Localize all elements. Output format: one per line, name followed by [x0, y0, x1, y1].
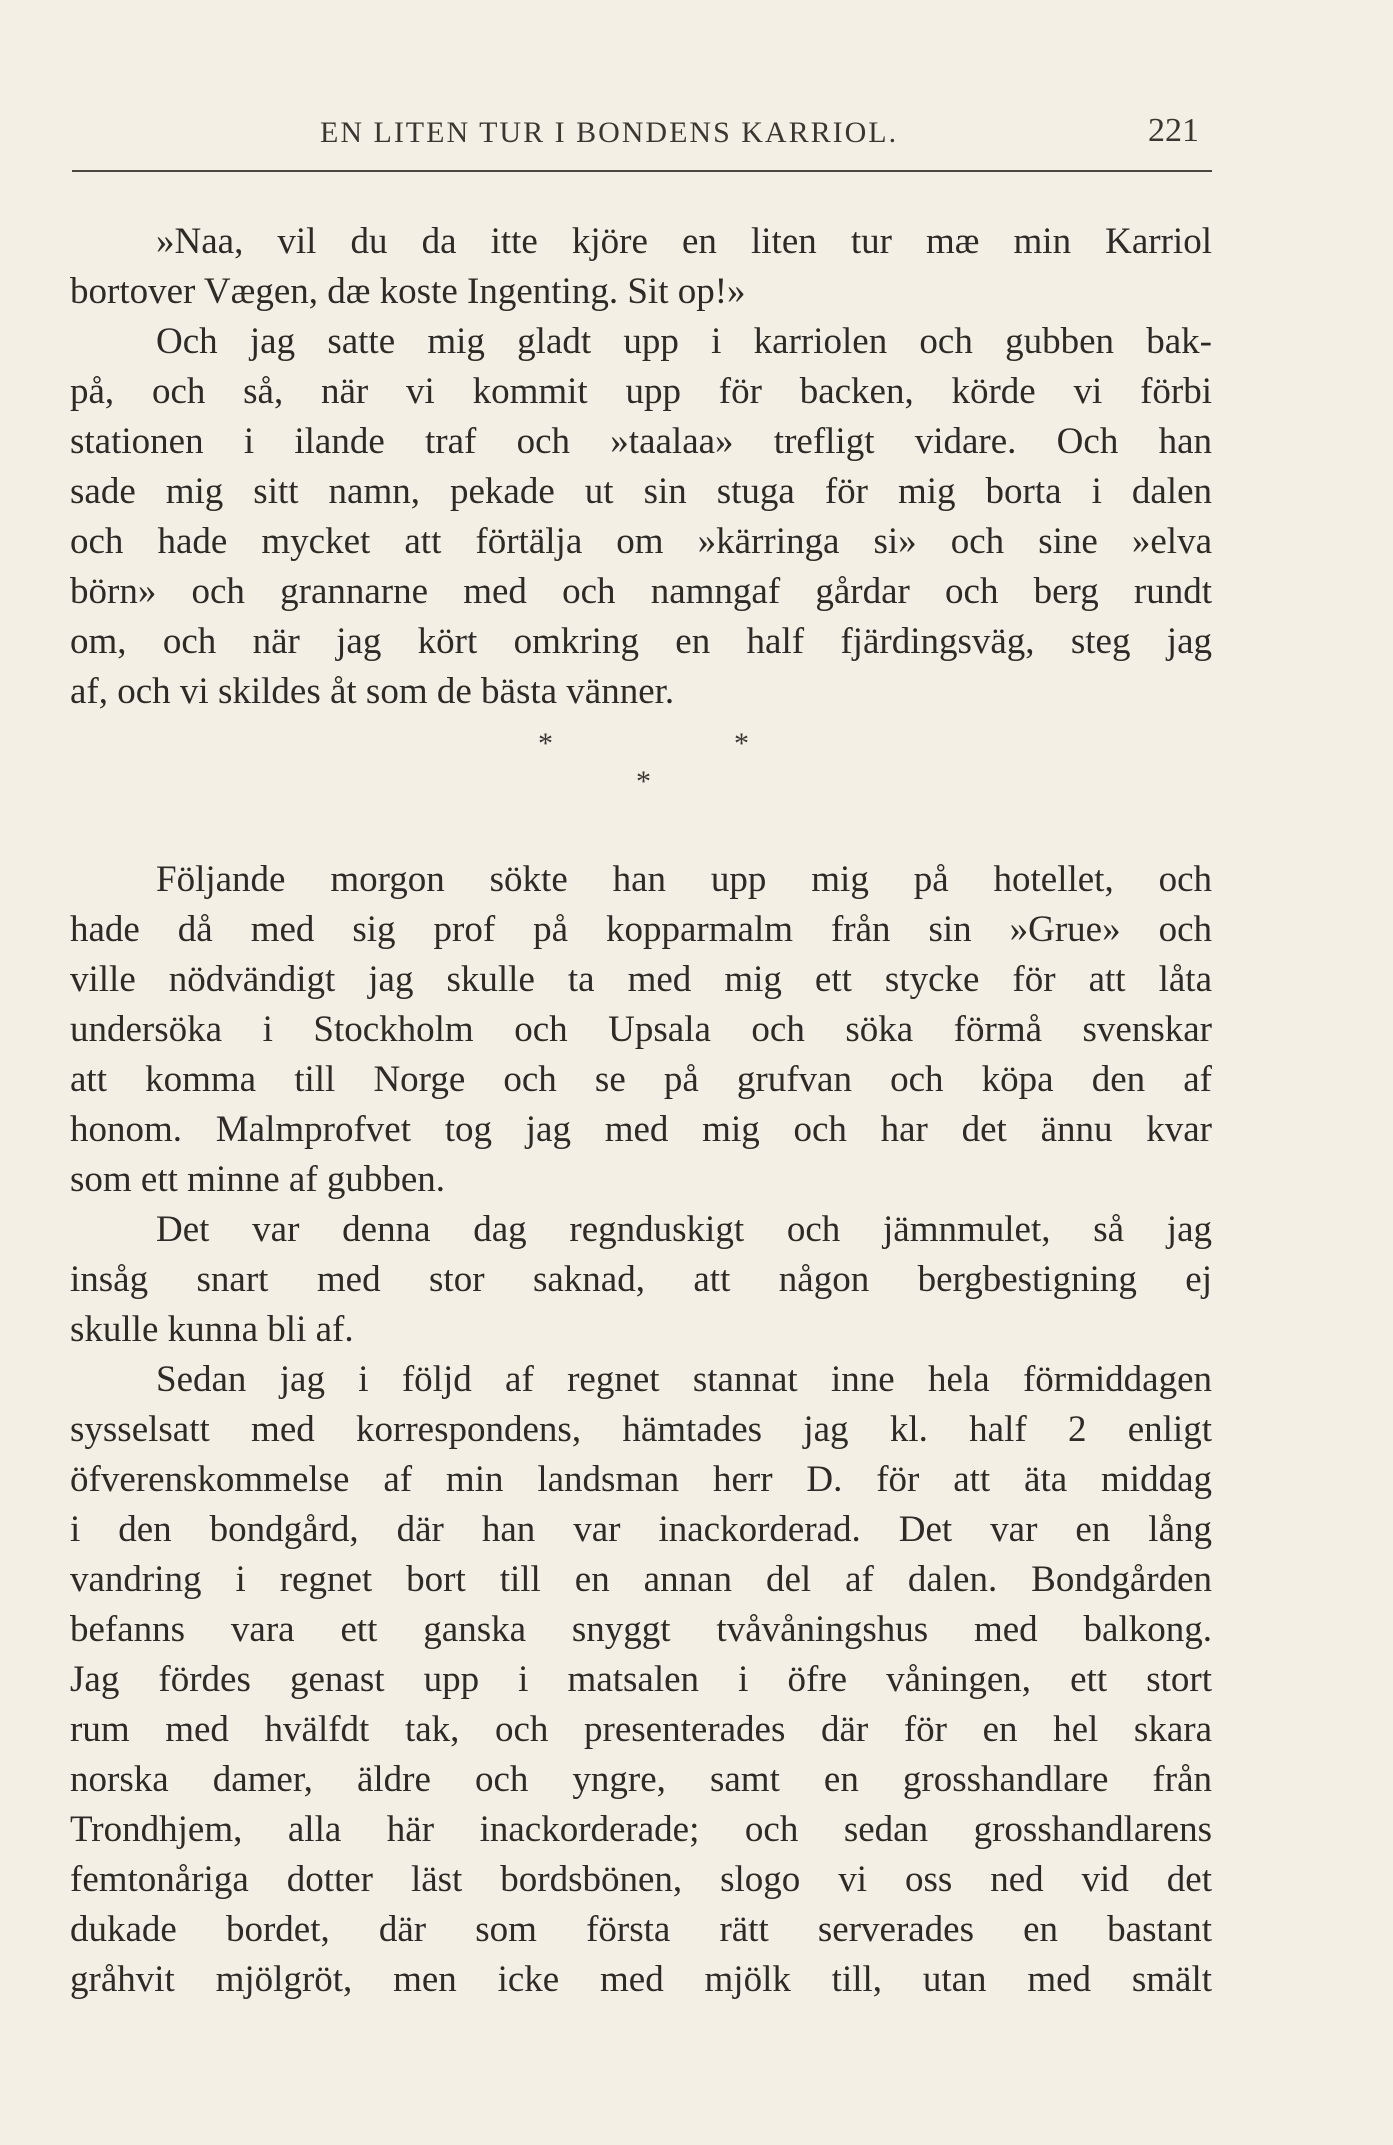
paragraph	[70, 1205, 1212, 1355]
text-line: stationen i ilande traf och »taalaa» trefligt vidare. Och han	[70, 421, 1212, 462]
text-line: rum med hvälfdt tak, och presenterades där för en hel skara	[70, 1709, 1212, 1750]
paragraph	[70, 1355, 1212, 2005]
text-line: honom. Malmprofvet tog jag med mig och har det ännu kvar	[70, 1109, 1212, 1150]
text-line: börn» och grannarne med och namngaf gårdar och berg rundt	[70, 571, 1212, 612]
text-line: undersöka i Stockholm och Upsala och söka förmå svenskar	[70, 1009, 1212, 1050]
text-line: i den bondgård, där han var inackorderad. Det var en lång	[70, 1509, 1212, 1550]
text-line: Sedan jag i följd af regnet stannat inne hela förmiddagen	[156, 1359, 1212, 1400]
text-line: på, och så, när vi kommit upp för backen, körde vi förbi	[70, 371, 1212, 412]
section-break	[70, 717, 1212, 821]
text-line: norska damer, äldre och yngre, samt en grosshandlare från	[70, 1759, 1212, 1800]
running-head: EN LITEN TUR I BONDENS KARRIOL.	[320, 116, 899, 149]
spacer	[70, 821, 1212, 855]
text-line: af, och vi skildes åt som de bästa vänner.	[70, 671, 675, 712]
text-line: om, och när jag kört omkring en half fjärdingsväg, steg jag	[70, 621, 1212, 662]
paragraph	[70, 217, 1212, 317]
text-line: skulle kunna bli af.	[70, 1309, 354, 1350]
text-line: och hade mycket att förtälja om »kärringa si» och sine »elva	[70, 521, 1212, 562]
header-rule	[72, 170, 1212, 172]
paragraph	[70, 317, 1212, 717]
text-line: sade mig sitt namn, pekade ut sin stuga för mig borta i dalen	[70, 471, 1212, 512]
asterisk: *	[636, 765, 651, 798]
asterisk: *	[538, 727, 553, 760]
text-line: »Naa, vil du da itte kjöre en liten tur mæ min Karriol	[156, 221, 1212, 262]
text-line: Jag fördes genast upp i matsalen i öfre våningen, ett stort	[70, 1659, 1212, 1700]
text-line: Och jag satte mig gladt upp i karriolen och gubben bak-	[156, 321, 1212, 362]
text-line: att komma till Norge och se på grufvan och köpa den af	[70, 1059, 1212, 1100]
page-number: 221	[1148, 112, 1199, 149]
text-line: hade då med sig prof på kopparmalm från sin »Grue» och	[70, 909, 1212, 950]
text-line: öfverenskommelse af min landsman herr D. för att äta middag	[70, 1459, 1212, 1500]
body-text	[70, 217, 1212, 2005]
text-line: femtonåriga dotter läst bordsbönen, slogo vi oss ned vid det	[70, 1859, 1212, 1900]
text-line: som ett minne af gubben.	[70, 1159, 446, 1200]
text-line: gråhvit mjölgröt, men icke med mjölk till, utan med smält	[70, 1959, 1212, 2000]
text-line: vandring i regnet bort till en annan del af dalen. Bondgården	[70, 1559, 1212, 1600]
text-line: Följande morgon sökte han upp mig på hotellet, och	[156, 859, 1212, 900]
text-line: bortover Vægen, dæ koste Ingenting. Sit op!»	[70, 271, 746, 312]
text-line: befanns vara ett ganska snyggt tvåvåningshus med balkong.	[70, 1609, 1212, 1650]
text-line: ville nödvändigt jag skulle ta med mig ett stycke för att låta	[70, 959, 1212, 1000]
text-line: insåg snart med stor saknad, att någon bergbestigning ej	[70, 1259, 1212, 1300]
asterisk: *	[734, 727, 749, 760]
text-line: Trondhjem, alla här inackorderade; och sedan grosshandlarens	[70, 1809, 1212, 1850]
text-line: dukade bordet, där som första rätt serverades en bastant	[70, 1909, 1212, 1950]
text-line: sysselsatt med korrespondens, hämtades jag kl. half 2 enligt	[70, 1409, 1212, 1450]
paragraph	[70, 855, 1212, 1205]
text-line: Det var denna dag regnduskigt och jämnmulet, så jag	[156, 1209, 1212, 1250]
